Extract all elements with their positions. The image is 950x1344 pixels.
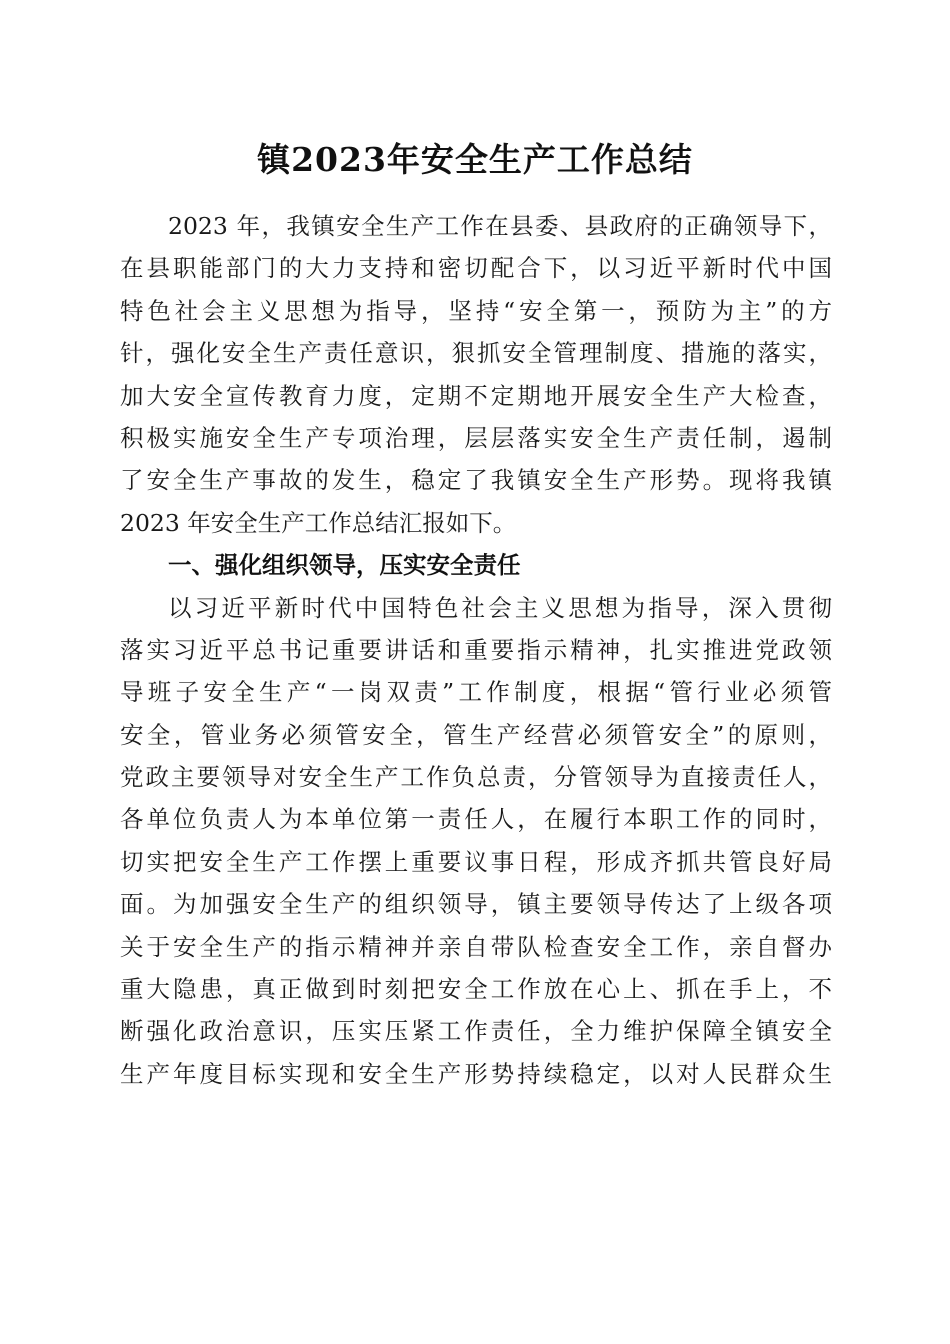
text-line: 重大隐患，真正做到时刻把安全工作放在心上、抓在手上，不: [120, 975, 832, 1004]
text-line: 各单位负责人为本单位第一责任人，在履行本职工作的同时，: [120, 805, 832, 834]
document-title: 镇2023年安全生产工作总结: [257, 140, 693, 179]
paragraph-intro: [120, 205, 832, 544]
text-line: 2023 年安全生产工作总结汇报如下。: [120, 508, 517, 537]
text-line: 安全，管业务必须管安全，管生产经营必须管安全”的原则，: [120, 720, 832, 749]
text-line: 在县职能部门的大力支持和密切配合下，以习近平新时代中国: [120, 254, 832, 283]
text-line: 以习近平新时代中国特色社会主义思想为指导，深入贯彻: [168, 593, 832, 622]
text-line: 关于安全生产的指示精神并亲自带队检查安全工作，亲自督办: [120, 932, 832, 961]
text-line: 断强化政治意识，压实压紧工作责任，全力维护保障全镇安全: [120, 1017, 832, 1046]
text-line: 生产年度目标实现和安全生产形势持续稳定，以对人民群众生: [120, 1059, 832, 1088]
document-body: [120, 205, 832, 1095]
text-line: 导班子安全生产“一岗双责”工作制度，根据“管行业必须管: [120, 678, 832, 707]
text-line: 党政主要领导对安全生产工作负总责，分管领导为直接责任人，: [120, 763, 832, 792]
text-line: 2023 年，我镇安全生产工作在县委、县政府的正确领导下，: [168, 212, 832, 240]
paragraph-section-1: [120, 587, 832, 1096]
section-heading: 一、强化组织领导，压实安全责任: [168, 551, 521, 580]
text-line: 了安全生产事故的发生，稳定了我镇安全生产形势。现将我镇: [120, 466, 832, 495]
text-line: 加大安全宣传教育力度，定期不定期地开展安全生产大检查，: [120, 381, 832, 410]
text-line: 面。为加强安全生产的组织领导，镇主要领导传达了上级各项: [120, 890, 832, 919]
text-line: 落实习近平总书记重要讲话和重要指示精神，扎实推进党政领: [120, 635, 832, 664]
text-line: 针，强化安全生产责任意识，狠抓安全管理制度、措施的落实，: [120, 339, 832, 368]
text-line: 积极实施安全生产专项治理，层层落实安全生产责任制，遏制: [120, 423, 832, 452]
text-line: 切实把安全生产工作摆上重要议事日程，形成齐抓共管良好局: [120, 847, 832, 876]
text-line: 特色社会主义思想为指导，坚持“安全第一，预防为主”的方: [120, 296, 832, 325]
